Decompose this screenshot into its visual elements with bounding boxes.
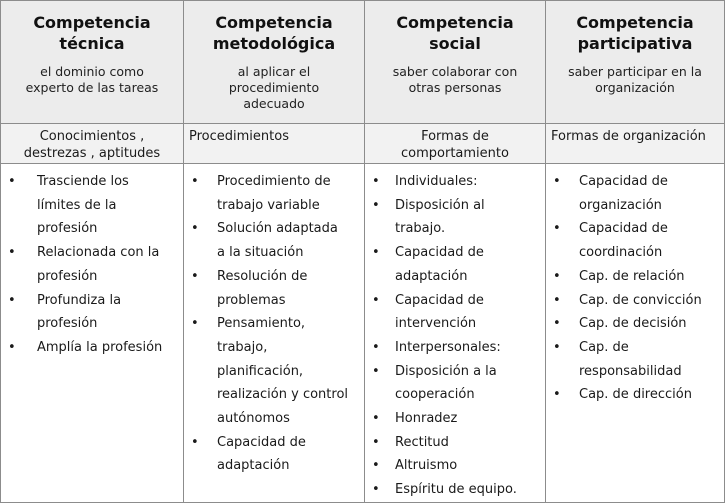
list-item-text: Resolución de problemas [217, 268, 308, 308]
bullet-icon: • [8, 174, 16, 189]
list-item [365, 336, 543, 360]
list-item [365, 170, 543, 194]
list-item-text: Interpersonales: [395, 339, 501, 355]
bullet-icon: • [8, 245, 16, 261]
subheader-text: Formas de organización [551, 129, 706, 144]
list-item-text: Amplía la profesión [37, 339, 163, 355]
list-item-text: Solución adaptada a la situación [217, 221, 338, 261]
bullet-icon: • [553, 268, 561, 284]
column-description: al aplicar el procedimiento adecuado [228, 64, 320, 111]
bullet-icon: • [372, 434, 380, 450]
subheader-cell-metodologica [184, 124, 365, 164]
subheader-text: Procedimientos [189, 129, 289, 144]
list-item [365, 241, 543, 288]
list-item [184, 431, 362, 478]
column-title: Competencia social [396, 13, 514, 53]
header-row [1, 1, 725, 124]
bullet-icon: • [372, 482, 380, 498]
list-item [365, 478, 543, 502]
bullet-list [365, 164, 545, 502]
subheader-text: Formas de comportamiento [401, 129, 509, 161]
bullet-list [546, 164, 724, 407]
list-item-text: Cap. de relación [579, 268, 685, 284]
bullet-icon: • [372, 339, 380, 355]
column-title: Competencia metodológica [212, 13, 336, 53]
column-description: saber participar en la organización [568, 64, 702, 95]
list-item-text: Cap. de dirección [579, 387, 692, 403]
list-item-text: Altruismo [395, 458, 458, 474]
list-item-text: Capacidad de intervención [395, 292, 484, 332]
list-item [1, 170, 181, 241]
bullet-icon: • [372, 363, 380, 379]
column-description: saber colaborar con otras personas [392, 64, 518, 95]
list-item-text: Honradez [395, 411, 458, 427]
bullet-icon: • [372, 197, 380, 213]
bullet-icon: • [8, 339, 16, 355]
body-cell-tecnica [1, 164, 184, 503]
list-item [184, 265, 362, 312]
list-item [365, 289, 543, 336]
list-item-text: Espíritu de equipo. [395, 482, 517, 498]
list-item [1, 241, 181, 288]
list-item [365, 360, 543, 407]
list-item [546, 336, 722, 383]
column-description: el dominio como experto de las tareas [25, 64, 159, 95]
list-item [184, 217, 362, 264]
list-item-text: Cap. de decisión [579, 316, 687, 332]
column-title: Competencia participativa [576, 13, 694, 53]
list-item [184, 170, 362, 217]
list-item [546, 217, 722, 264]
subheader-row [1, 124, 725, 164]
bullet-icon: • [191, 268, 199, 284]
bullet-icon: • [553, 174, 561, 189]
subheader-cell-social [365, 124, 546, 164]
bullet-icon: • [553, 292, 561, 308]
bullet-icon: • [372, 174, 380, 189]
list-item-text: Pensamiento, trabajo, planificación, realización y control autónomos [217, 316, 349, 427]
list-item [1, 336, 181, 360]
list-item [365, 407, 543, 431]
subheader-text: Conocimientos , destrezas , aptitudes [23, 129, 161, 161]
header-cell-tecnica [1, 1, 184, 124]
list-item-text: Profundiza la profesión [37, 292, 122, 332]
bullet-icon: • [553, 387, 561, 403]
body-row [1, 164, 725, 503]
list-item [365, 454, 543, 478]
list-item-text: Capacidad de organización [579, 174, 668, 213]
subheader-cell-tecnica [1, 124, 184, 164]
bullet-icon: • [553, 221, 561, 237]
header-cell-metodologica [184, 1, 365, 124]
list-item-text: Capacidad de coordinación [579, 221, 668, 261]
bullet-icon: • [553, 316, 561, 332]
header-cell-participativa [546, 1, 725, 124]
list-item [365, 431, 543, 455]
bullet-list [184, 164, 364, 478]
bullet-icon: • [191, 221, 199, 237]
bullet-icon: • [372, 245, 380, 261]
list-item [546, 312, 722, 336]
list-item-text: Capacidad de adaptación [217, 434, 306, 474]
bullet-icon: • [553, 339, 561, 355]
list-item-text: Disposición a la cooperación [395, 363, 497, 403]
bullet-list [1, 164, 183, 360]
bullet-icon: • [191, 434, 199, 450]
subheader-cell-participativa [546, 124, 725, 164]
list-item [365, 194, 543, 241]
list-item [1, 289, 181, 336]
bullet-icon: • [8, 292, 16, 308]
list-item-text: Capacidad de adaptación [395, 245, 484, 284]
list-item [546, 170, 722, 217]
list-item-text: Individuales: [395, 174, 478, 189]
list-item-text: Disposición al trabajo. [395, 197, 485, 237]
list-item [184, 312, 362, 431]
list-item-text: Cap. de convicción [579, 292, 702, 308]
list-item [546, 265, 722, 289]
list-item [546, 289, 722, 313]
bullet-icon: • [372, 458, 380, 474]
column-title: Competencia técnica [33, 13, 151, 53]
list-item [546, 383, 722, 407]
bullet-icon: • [372, 411, 380, 427]
list-item-text: Cap. de responsabilidad [579, 339, 682, 379]
bullet-icon: • [191, 174, 199, 189]
bullet-icon: • [372, 292, 380, 308]
list-item-text: Trasciende los límites de la profesión [37, 174, 129, 237]
list-item-text: Procedimiento de trabajo variable [217, 174, 331, 213]
body-cell-social [365, 164, 546, 503]
header-cell-social [365, 1, 546, 124]
list-item-text: Relacionada con la profesión [37, 245, 160, 284]
list-item-text: Rectitud [395, 434, 449, 450]
body-cell-metodologica [184, 164, 365, 503]
bullet-icon: • [191, 316, 199, 332]
body-cell-participativa [546, 164, 725, 503]
